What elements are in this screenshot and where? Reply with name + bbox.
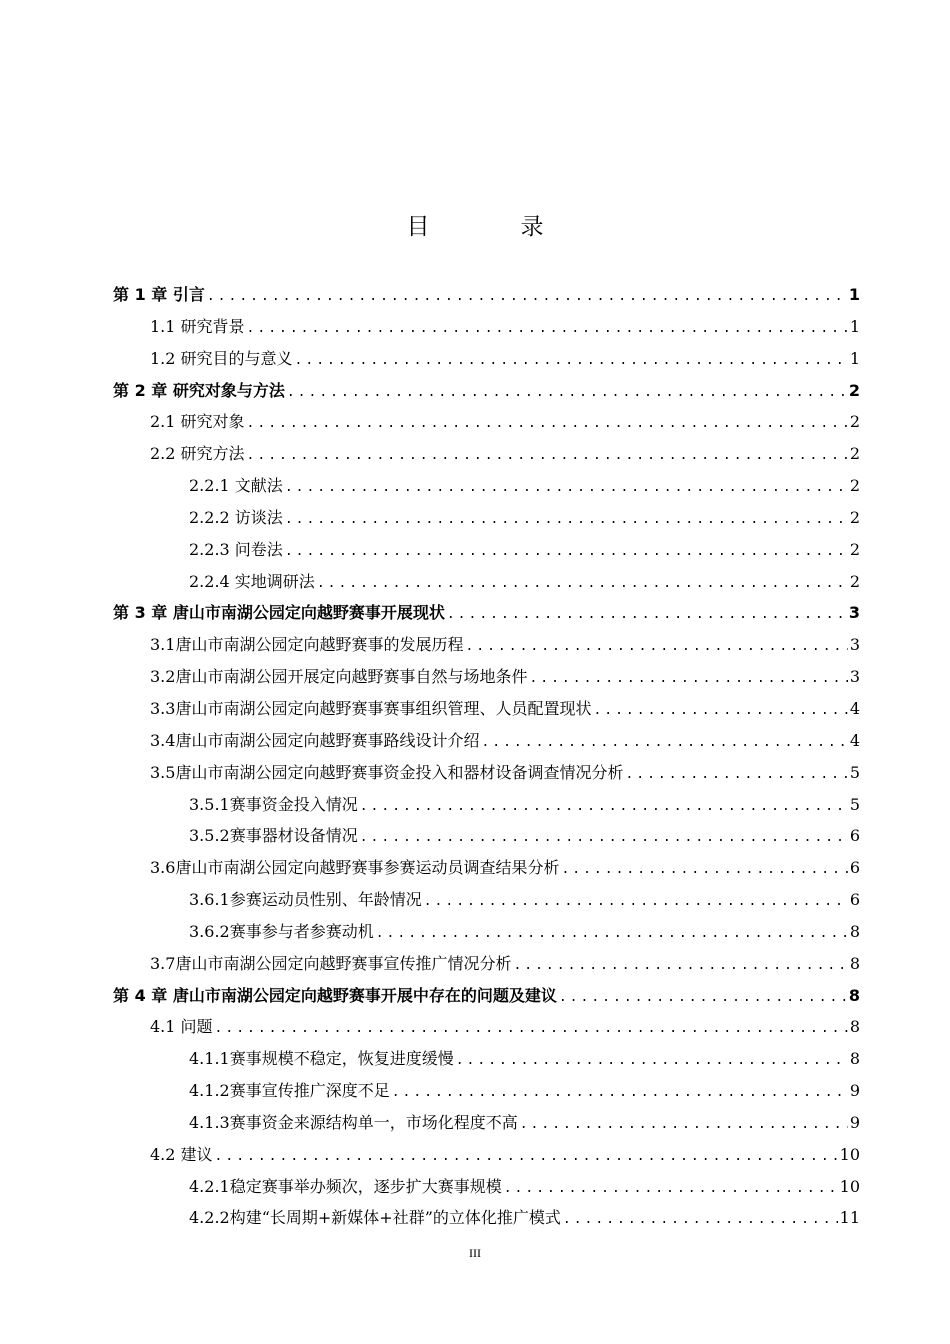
toc-entry-text: 3.5.1赛事资金投入情况 (189, 794, 358, 814)
toc-dot-leader (513, 950, 847, 982)
toc-entry-text: 第 4 章 唐山市南湖公园定向越野赛事开展中存在的问题及建议 (113, 985, 557, 1005)
toc-page-number: 6 (849, 890, 860, 910)
toc-entry[interactable] (113, 693, 860, 725)
toc-dot-leader (360, 822, 848, 854)
toc-page-number: 1 (849, 316, 860, 336)
toc-entry[interactable] (113, 406, 860, 438)
toc-page-number: 2 (849, 444, 860, 464)
toc-page-number: 5 (849, 762, 860, 782)
toc-dot-leader (317, 568, 848, 600)
toc-page-number: 2 (849, 539, 860, 559)
toc-dot-leader (561, 854, 847, 886)
toc-entry-text: 4.1 问题 (150, 1017, 213, 1037)
toc-entry-text: 3.6.1参赛运动员性别、年龄情况 (189, 890, 422, 910)
toc-entry-text: 1.1 研究背景 (150, 316, 245, 336)
toc-entry[interactable] (113, 629, 860, 661)
toc-entry-text: 第 1 章 引言 (113, 285, 205, 304)
toc-page-number: 6 (849, 858, 860, 878)
toc-entry[interactable] (113, 1011, 860, 1043)
toc-entry[interactable] (113, 852, 860, 884)
toc-page-number: 2 (849, 412, 860, 432)
toc-entry[interactable] (113, 1075, 860, 1107)
toc-entry-text: 3.2唐山市南湖公园开展定向越野赛事自然与场地条件 (150, 667, 528, 687)
toc-dot-leader (593, 695, 847, 727)
toc-entry[interactable] (113, 343, 860, 375)
toc-entry-text: 3.6唐山市南湖公园定向越野赛事参赛运动员调查结果分析 (150, 858, 560, 878)
toc-entry[interactable] (113, 502, 860, 534)
toc-page-number: 2 (848, 380, 860, 400)
toc-dot-leader (287, 377, 847, 409)
toc-entry[interactable] (113, 661, 860, 693)
toc-entry-text: 4.1.1赛事规模不稳定，恢复进度缓慢 (189, 1049, 454, 1069)
toc-dot-leader (215, 1141, 838, 1173)
toc-dot-leader (285, 536, 848, 568)
toc-dot-leader (465, 631, 847, 663)
toc-page-number: 4 (849, 730, 860, 750)
toc-entry[interactable] (113, 1202, 860, 1234)
toc-page-number: 8 (849, 921, 860, 941)
toc-page-number: 10 (839, 1144, 860, 1164)
toc-entry[interactable] (113, 980, 860, 1012)
toc-page-number: 4 (849, 698, 860, 718)
toc-entry-text: 2.2.1 文献法 (189, 476, 283, 496)
toc-entry[interactable] (113, 597, 860, 629)
toc-dot-leader (247, 313, 848, 345)
toc-page-number: 8 (849, 1017, 860, 1037)
toc-dot-leader (520, 1109, 848, 1141)
toc-page-number: 2 (849, 476, 860, 496)
toc-dot-leader (625, 759, 847, 791)
toc-entry-text: 3.1唐山市南湖公园定向越野赛事的发展历程 (150, 635, 464, 655)
toc-page-number: 8 (849, 953, 860, 973)
toc-entry-text: 4.1.2赛事宣传推广深度不足 (189, 1081, 390, 1101)
toc-dot-leader (247, 408, 848, 440)
toc-entry-text: 3.3唐山市南湖公园定向越野赛事赛事组织管理、人员配置现状 (150, 698, 592, 718)
toc-entry[interactable] (113, 820, 860, 852)
toc-entry[interactable] (113, 311, 860, 343)
toc-page-number: 3 (848, 603, 860, 623)
toc-page-number: 9 (849, 1112, 860, 1132)
toc-dot-leader (529, 663, 847, 695)
toc-entry-text: 3.7唐山市南湖公园定向越野赛事宣传推广情况分析 (150, 953, 512, 973)
toc-entry-text: 4.1.3赛事资金来源结构单一，市场化程度不高 (189, 1112, 518, 1132)
toc-dot-leader (360, 791, 848, 823)
toc-page-number: 11 (839, 1208, 860, 1228)
toc-entry[interactable] (113, 757, 860, 789)
toc-page-number: 8 (848, 985, 860, 1005)
toc-entry[interactable] (113, 916, 860, 948)
toc-entry[interactable] (113, 789, 860, 821)
toc-entry-text: 3.5唐山市南湖公园定向越野赛事资金投入和器材设备调查情况分析 (150, 762, 624, 782)
toc-entry[interactable] (113, 884, 860, 916)
toc-entry-text: 3.6.2赛事参与者参赛动机 (189, 921, 374, 941)
toc-dot-leader (392, 1077, 848, 1109)
toc-entry[interactable] (113, 1043, 860, 1075)
toc-page-number: 3 (849, 667, 860, 687)
toc-entry[interactable] (113, 1107, 860, 1139)
toc-entry[interactable] (113, 438, 860, 470)
toc-entry[interactable] (113, 534, 860, 566)
toc-list (113, 279, 860, 1234)
toc-entry-text: 4.2 建议 (150, 1144, 213, 1164)
toc-page-number: 8 (849, 1049, 860, 1069)
toc-entry-text: 3.5.2赛事器材设备情况 (189, 826, 358, 846)
toc-page-number: 2 (849, 571, 860, 591)
toc-dot-leader (285, 472, 848, 504)
toc-dot-leader (447, 599, 847, 631)
toc-page-number: 6 (849, 826, 860, 846)
toc-title: 目 录 (406, 214, 578, 240)
toc-dot-leader (285, 504, 848, 536)
toc-dot-leader (424, 886, 848, 918)
toc-dot-leader (215, 1013, 848, 1045)
toc-dot-leader (563, 1204, 838, 1236)
toc-dot-leader (295, 345, 848, 377)
toc-entry-text: 2.2.4 实地调研法 (189, 571, 315, 591)
page-number: III (469, 1246, 481, 1260)
toc-page-number: 1 (849, 348, 860, 368)
toc-entry-text: 第 2 章 研究对象与方法 (113, 380, 285, 400)
toc-entry[interactable] (113, 725, 860, 757)
toc-entry-text: 1.2 研究目的与意义 (150, 348, 293, 368)
toc-dot-leader (247, 440, 848, 472)
toc-dot-leader (559, 982, 847, 1014)
toc-entry[interactable] (113, 948, 860, 980)
toc-dot-leader (456, 1045, 848, 1077)
toc-page-number: 3 (849, 635, 860, 655)
toc-entry[interactable] (113, 1171, 860, 1203)
toc-entry-text: 4.2.1稳定赛事举办频次，逐步扩大赛事规模 (189, 1176, 502, 1196)
toc-page-number: 9 (849, 1081, 860, 1101)
toc-dot-leader (481, 727, 847, 759)
toc-entry[interactable] (113, 470, 860, 502)
toc-entry-text: 4.2.2构建“长周期+新媒体+社群”的立体化推广模式 (189, 1208, 561, 1228)
toc-entry-text: 第 3 章 唐山市南湖公园定向越野赛事开展现状 (113, 603, 445, 623)
toc-entry[interactable] (113, 279, 860, 311)
toc-page-number: 2 (849, 507, 860, 527)
toc-entry-text: 3.4唐山市南湖公园定向越野赛事路线设计介绍 (150, 730, 480, 750)
toc-dot-leader (376, 918, 848, 950)
toc-entry-text: 2.2.2 访谈法 (189, 507, 283, 527)
toc-page-number: 10 (839, 1176, 860, 1196)
toc-dot-leader (207, 281, 847, 313)
toc-entry-text: 2.1 研究对象 (150, 412, 245, 432)
toc-page-number: 5 (849, 794, 860, 814)
toc-entry[interactable] (113, 375, 860, 407)
toc-dot-leader (504, 1173, 838, 1205)
toc-entry-text: 2.2.3 问卷法 (189, 539, 283, 559)
toc-entry[interactable] (113, 566, 860, 598)
toc-entry[interactable] (113, 1139, 860, 1171)
toc-page-number: 1 (848, 285, 860, 304)
toc-entry-text: 2.2 研究方法 (150, 444, 245, 464)
